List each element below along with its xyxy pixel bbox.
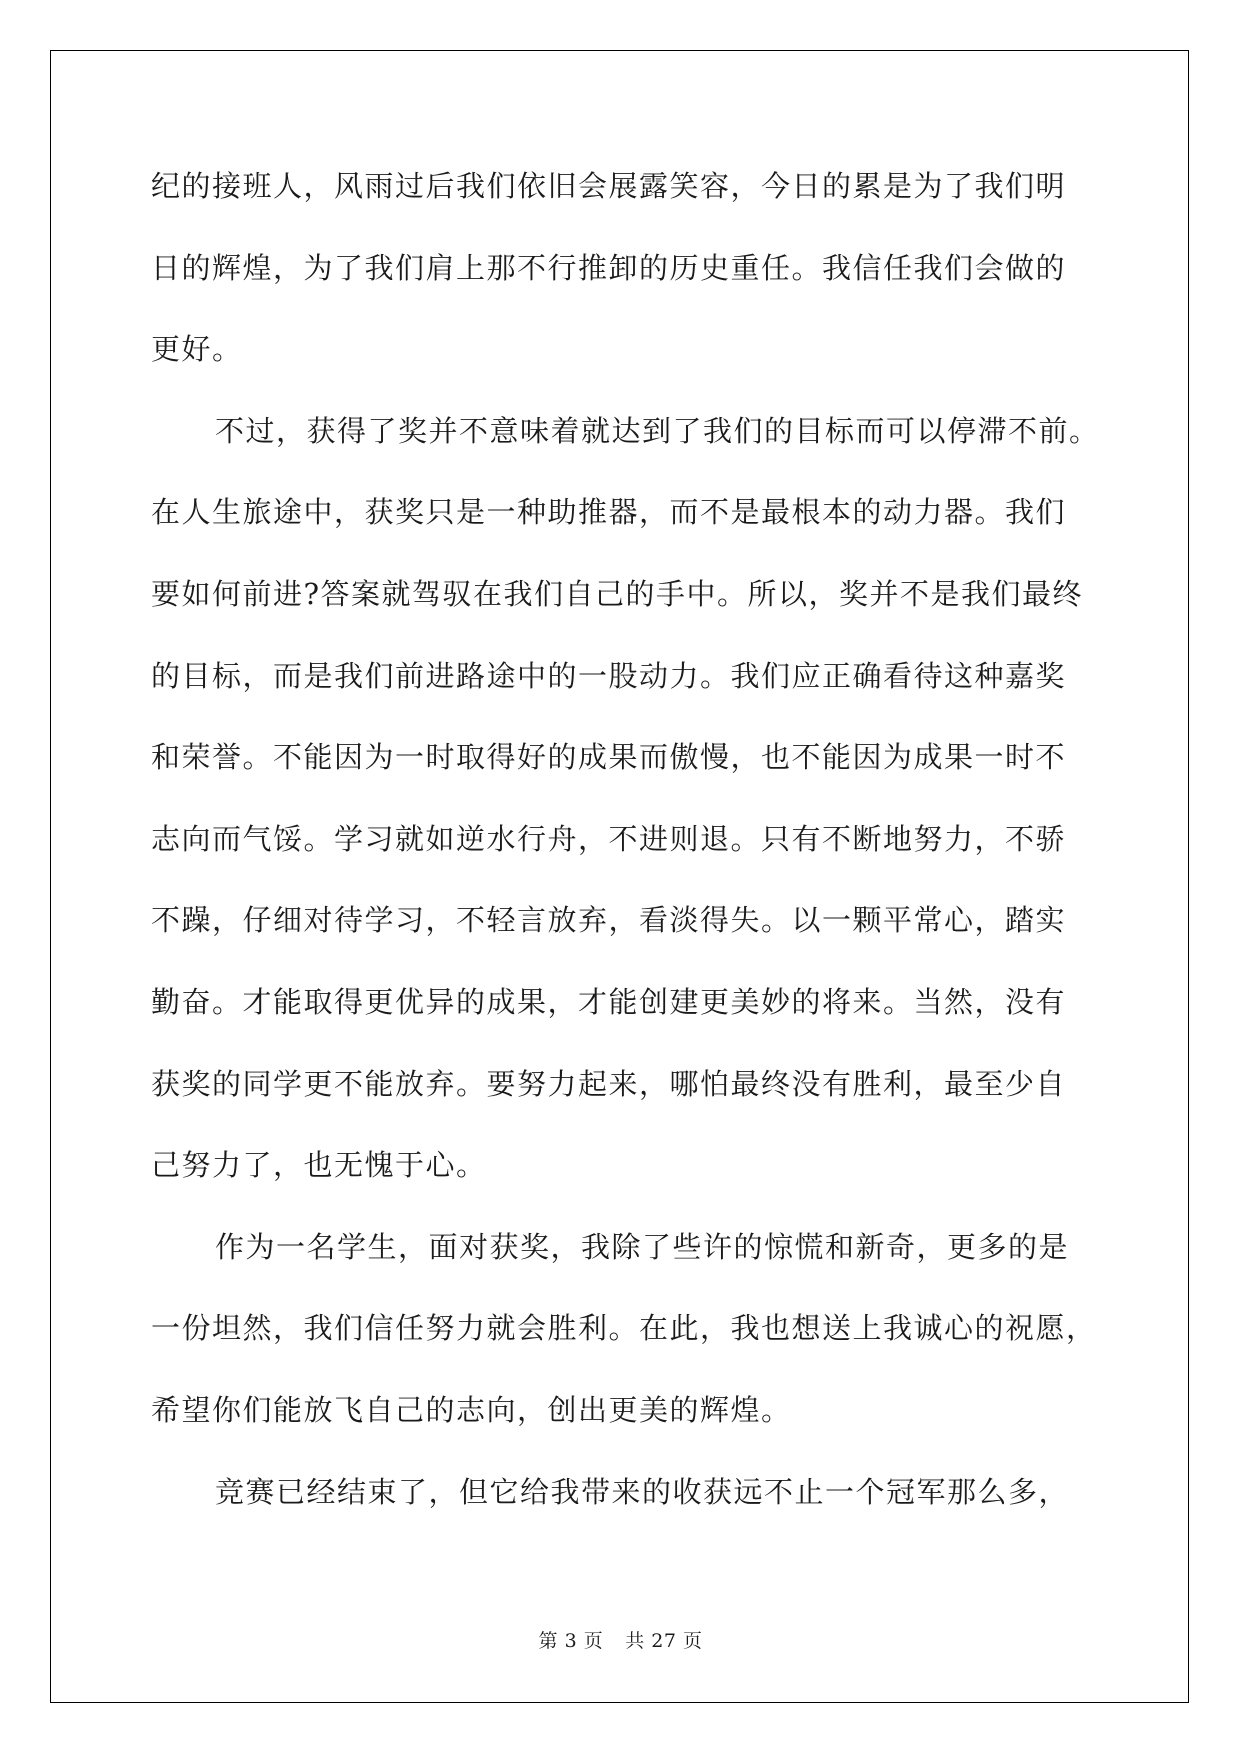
page-footer <box>0 1626 1241 1653</box>
body-line: 和荣誉。不能因为一时取得好的成果而傲慢，也不能因为成果一时不 <box>151 740 1067 775</box>
body-line: 作为一名学生，面对获奖，我除了些许的惊慌和新奇，更多的是 <box>215 1229 1070 1264</box>
body-line: 不躁，仔细对待学习，不轻言放弃，看淡得失。以一颗平常心，踏实 <box>151 903 1067 938</box>
body-line: 志向而气馁。学习就如逆水行舟，不进则退。只有不断地努力，不骄 <box>151 821 1067 856</box>
page-number: 第 3 页 <box>538 1630 604 1652</box>
body-line: 更好。 <box>151 332 243 367</box>
body-line: 希望你们能放飞自己的志向，创出更美的辉煌。 <box>151 1392 792 1427</box>
body-line: 勤奋。才能取得更优异的成果，才能创建更美妙的将来。当然，没有 <box>151 984 1067 1019</box>
body-line: 日的辉煌，为了我们肩上那不行推卸的历史重任。我信任我们会做的 <box>151 250 1067 285</box>
page-total: 共 27 页 <box>625 1630 703 1652</box>
body-line: 要如何前进?答案就驾驭在我们自己的手中。所以，奖并不是我们最终 <box>151 576 1084 611</box>
body-line: 己努力了，也无愧于心。 <box>151 1148 487 1183</box>
document-body <box>151 160 1100 1547</box>
body-line: 的目标，而是我们前进路途中的一股动力。我们应正确看待这种嘉奖 <box>151 658 1067 693</box>
body-line: 一份坦然，我们信任努力就会胜利。在此，我也想送上我诚心的祝愿， <box>151 1311 1097 1346</box>
body-line: 纪的接班人，风雨过后我们依旧会展露笑容，今日的累是为了我们明 <box>151 169 1067 203</box>
body-line: 在人生旅途中，获奖只是一种助推器，而不是最根本的动力器。我们 <box>151 495 1067 530</box>
body-line: 获奖的同学更不能放弃。要努力起来，哪怕最终没有胜利，最至少自 <box>151 1066 1067 1101</box>
body-line: 不过，获得了奖并不意味着就达到了我们的目标而可以停滞不前。 <box>215 413 1100 448</box>
body-line: 竞赛已经结束了，但它给我带来的收获远不止一个冠军那么多， <box>215 1474 1070 1509</box>
